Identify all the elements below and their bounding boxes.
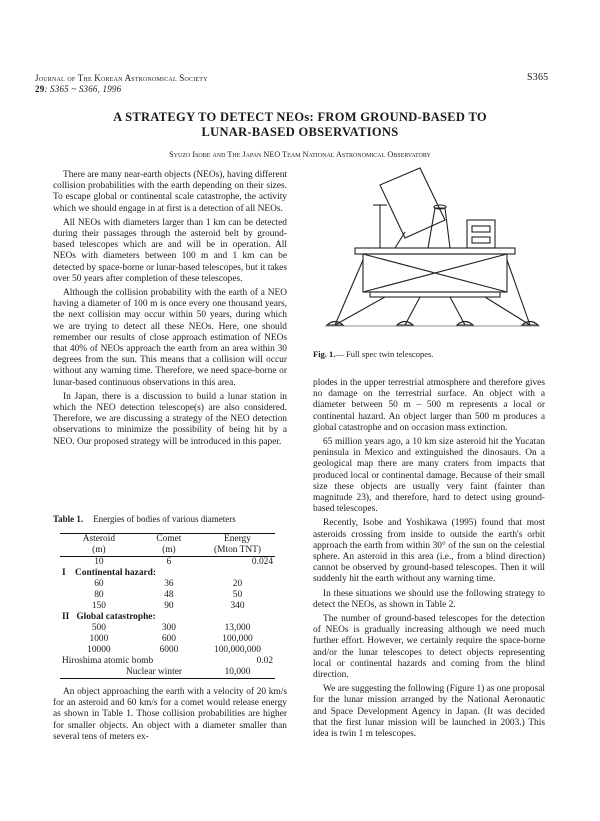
table-cell: 300 [161, 623, 176, 633]
left-leg [335, 260, 363, 325]
paragraph: 65 million years ago, a 10 km size asteroid hit the Yucatan peninsula in Mexico and extinguished the dinosaurs. On a geological map there are many craters from impacts that produced local or continental damage. Because of their small size these objects are usually very faint (fainter than magnitude 23), and therefore, hard to detect using ground-based telescopes. [313, 437, 545, 515]
table-cell: 100,000 [222, 634, 253, 644]
telescope-mount [395, 232, 405, 248]
table-cell: 0.024 [251, 557, 273, 567]
paper-title [60, 110, 540, 140]
table-row [60, 623, 275, 634]
table-row [60, 667, 275, 679]
paragraph: The number of ground-based telescopes for the detection of NEOs is gradually increasing although we need much further effort. However, we certainly require the space-borne and/or the lunar telescopes to detect objects representing local or continental hazards and coming from the blind direction. [313, 614, 545, 681]
center-leg [405, 297, 420, 325]
table-cell: 6 [166, 557, 172, 567]
table-header-row [60, 534, 275, 546]
left-leg-strut [335, 297, 385, 325]
telescope-cone [428, 208, 450, 248]
author-line: Syuzo Isobe and The Japan NEO Team National Astronomical Observatory [169, 150, 431, 159]
right-column-text [313, 378, 545, 740]
right-leg [507, 260, 530, 325]
table-row [60, 579, 275, 590]
table-cell: 20 [232, 579, 243, 589]
paragraph: In these situations we should use the following strategy to detect the NEOs, as shown in Table 2. [313, 588, 545, 610]
figure-caption-text: — Full spec twin telescopes. [335, 349, 434, 359]
telescope-tube [380, 168, 445, 238]
energy-table [60, 533, 275, 679]
table-cell: Hiroshima atomic bomb [62, 656, 154, 666]
paragraph: All NEOs with diameters larger than 1 km can be detected during their passages through the asteroid belt by ground-based telescopes which are and will be in operation. All NEOs with diameters between 100 m and 1 km can be detected by space-borne or lunar-based telescopes, but it takes over 50 years after completion of these telescopes. [53, 217, 287, 284]
table-cell: 10 [94, 557, 104, 567]
table-unit: (m) [138, 545, 200, 557]
journal-name: Journal of The Korean Astronomical Society [35, 73, 208, 83]
volume-number: 29 [35, 84, 45, 94]
table-cell: 340 [230, 601, 245, 611]
table-cell: 150 [91, 601, 106, 611]
table-cell: 10,000 [200, 667, 275, 679]
paragraph: Recently, Isobe and Yoshikawa (1995) found that most asteroids crossing from inside to outside the earth's orbit approach the earth from within 30° of the sun on the celestial sphere. An asteroid in this area (i.e., from a blind direction) cannot be observed by ground-based telescopes. Then it will suddenly hit the earth without any warning time. [313, 518, 545, 585]
table-cell: 60 [94, 579, 104, 589]
bottom-plate [370, 292, 500, 297]
table-cell: 10000 [87, 645, 111, 655]
table-group-row [60, 568, 275, 579]
table-caption [53, 514, 287, 524]
table-unit: (Mton TNT) [200, 545, 275, 557]
equipment-panel [472, 226, 490, 232]
center-leg [450, 297, 465, 325]
table-row [60, 557, 275, 569]
table-label: Table 1. [53, 514, 84, 524]
paragraph: In Japan, there is a discussion to build a lunar station in which the NEO detection telescope(s) are also considered. Therefore, we are discussing a strategy of the NEO detection observations to minimize the possibility of being hit by a NEO. Our proposed strategy will be introduced in this paper. [53, 391, 287, 447]
figure-caption [313, 349, 545, 359]
left-column-bottom-text [53, 687, 287, 743]
page-number: S365 [527, 72, 549, 83]
figure-telescope-drawing [325, 160, 540, 340]
table-cell: 100,000,000 [214, 645, 261, 655]
table-cell: 6000 [159, 645, 179, 655]
table-row [60, 645, 275, 656]
table-cell: 80 [94, 590, 104, 600]
paragraph: Although the collision probability with the earth of a NEO having a diameter of 100 m is once every one thousand years, the next collision may occur within 50 years, during which we are trying to detect all these NEOs. Here, one should remember our results of close approach estimation of NEOs that 40% of NEOs approach the earth from an area within 30 degrees from the sun. This means that a collision will occur without any warning time. Therefore, we need space-borne or lunar-based continuous observations in this area. [53, 288, 287, 388]
table-row [60, 634, 275, 645]
equipment-panel [472, 237, 490, 243]
table-header: Energy [200, 534, 275, 546]
table-cell: 13,000 [224, 623, 251, 633]
footpad [457, 322, 473, 326]
table-cell: 600 [161, 634, 176, 644]
table-group-label: I Continental hazard: [62, 568, 157, 578]
table-cell: 36 [164, 579, 174, 589]
title-line-1: A STRATEGY TO DETECT NEOs: FROM GROUND-BASED TO [113, 110, 487, 124]
title-line-2: LUNAR-BASED OBSERVATIONS [201, 125, 399, 139]
paragraph: We are suggesting the following (Figure 1) as one proposal for the lunar mission arranged by the National Aeronautic and Space Development Agency in Japan. (It was decided that the first lunar mission will be launched in 2003.) This idea is twin 1 m telescopes. [313, 684, 545, 740]
page-range: : S365 ~ S366, 1996 [44, 84, 122, 94]
footpad [397, 322, 413, 326]
left-column-text [53, 170, 287, 448]
table-cell: 48 [164, 590, 174, 600]
table-cell: 50 [232, 590, 243, 600]
table-cell: 90 [164, 601, 174, 611]
table-unit: (m) [60, 545, 138, 557]
volume-pages [35, 83, 121, 95]
table-group-row [60, 612, 275, 623]
table-row [60, 590, 275, 601]
paragraph: An object approaching the earth with a velocity of 20 km/s for an asteroid and 60 km/s for a comet would release energy as shown in Table 1. Those collision probabilities are higher for smaller objects. An object with a diameter smaller than several tens of meters ex- [53, 687, 287, 742]
table-cell: 0.02 [256, 656, 273, 666]
paragraph: There are many near-earth objects (NEOs), having different collision probabilities with the earth depending on their sizes. To escape global or continental scale catastrophe, the activity which we should engage in at first is a detection of all NEOs. [53, 170, 288, 214]
table-cell: 1000 [89, 634, 109, 644]
table-row [60, 656, 275, 667]
paragraph: plodes in the upper terrestrial atmosphere and therefore gives no damage on the terrestrial surface. An object with a diameter between 50 m – 500 m represents a local or continental hazard. An object larger than 500 m produces a global catastrophe and on occasion mass extinction. [313, 378, 545, 433]
table-cell: Nuclear winter [60, 667, 200, 679]
table-group-label: II Global catastrophe: [62, 612, 156, 622]
table-row [60, 601, 275, 612]
table-units-row [60, 545, 275, 557]
figure-label: Fig. 1. [313, 349, 336, 359]
table-caption-text: Energies of bodies of various diameters [93, 514, 236, 524]
top-deck [355, 248, 515, 254]
table-header: Asteroid [60, 534, 138, 546]
right-leg-strut [485, 297, 530, 325]
equipment-box [467, 220, 495, 248]
table-cell: 500 [91, 623, 106, 633]
table-header: Comet [138, 534, 200, 546]
